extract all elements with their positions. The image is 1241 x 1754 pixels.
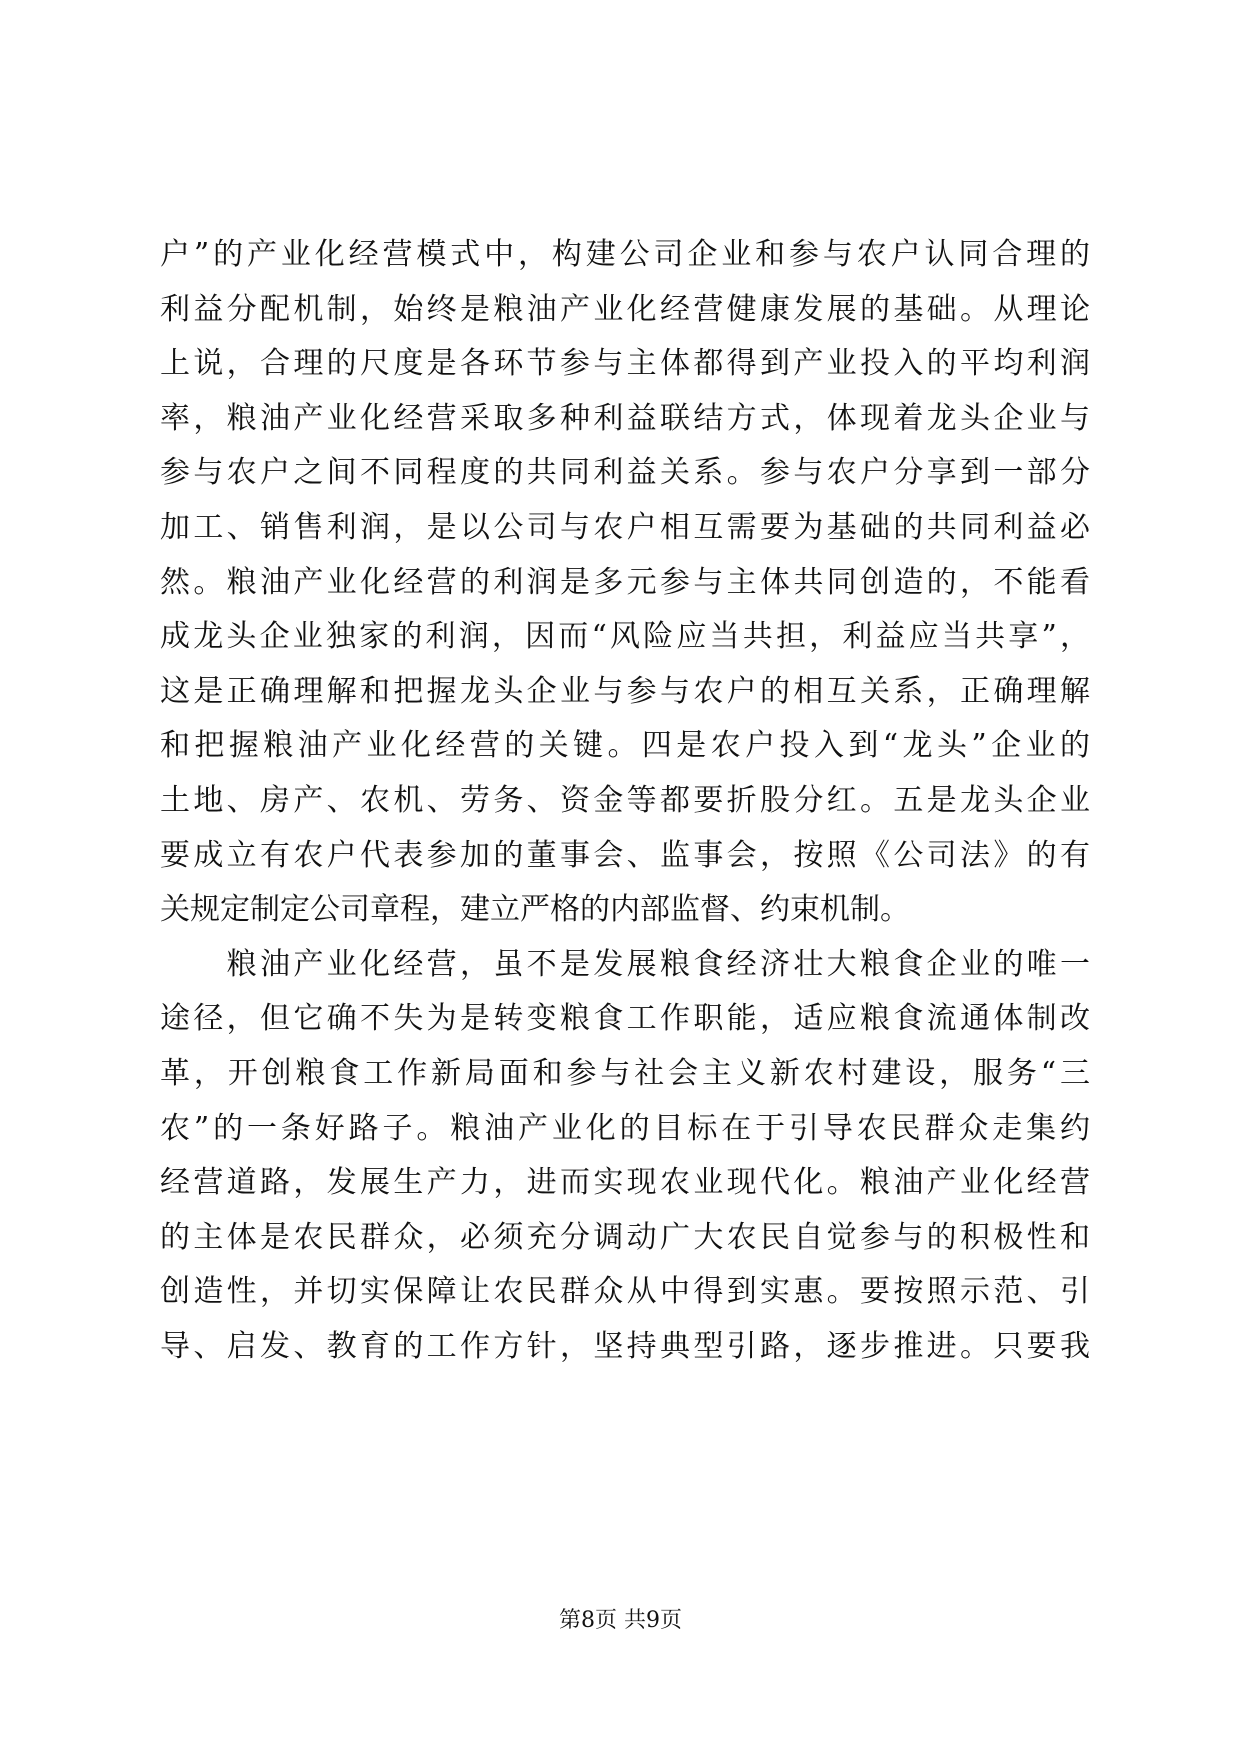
text-line: 然。粮油产业化经营的利润是多元参与主体共同创造的，不能看 [160, 564, 1090, 600]
text-line: 的主体是农民群众，必须充分调动广大农民自觉参与的积极性和 [160, 1219, 1090, 1255]
text-line: 农”的一条好路子。粮油产业化的目标在于引导农民群众走集约 [160, 1110, 1090, 1146]
text-line: 和把握粮油产业化经营的关键。四是农户投入到“龙头”企业的 [160, 728, 1090, 764]
text-line: 率，粮油产业化经营采取多种利益联结方式，体现着龙头企业与 [160, 400, 1090, 436]
text-line: 经营道路，发展生产力，进而实现农业现代化。粮油产业化经营 [160, 1165, 1090, 1201]
text-line: 导、启发、教育的工作方针，坚持典型引路，逐步推进。只要我 [160, 1328, 1090, 1364]
text-line: 这是正确理解和把握龙头企业与参与农户的相互关系，正确理解 [160, 673, 1090, 709]
text-line: 加工、销售利润，是以公司与农户相互需要为基础的共同利益必 [160, 509, 1090, 545]
text-line: 关规定制定公司章程，建立严格的内部监督、约束机制。 [160, 892, 910, 928]
text-line: 创造性，并切实保障让农民群众从中得到实惠。要按照示范、引 [160, 1274, 1090, 1310]
text-line: 成龙头企业独家的利润，因而“风险应当共担，利益应当共享”， [160, 619, 1090, 655]
body-text [160, 228, 1090, 1374]
text-line: 参与农户之间不同程度的共同利益关系。参与农户分享到一部分 [160, 455, 1090, 491]
text-line: 途径，但它确不失为是转变粮食工作职能，适应粮食流通体制改 [160, 1001, 1090, 1037]
text-line: 利益分配机制，始终是粮油产业化经营健康发展的基础。从理论 [160, 291, 1090, 327]
text-line: 粮油产业化经营，虽不是发展粮食经济壮大粮食企业的唯一 [160, 946, 1090, 982]
text-line: 要成立有农户代表参加的董事会、监事会，按照《公司法》的有 [160, 837, 1090, 873]
text-line: 土地、房产、农机、劳务、资金等都要折股分红。五是龙头企业 [160, 782, 1090, 818]
text-line: 上说，合理的尺度是各环节参与主体都得到产业投入的平均利润 [160, 346, 1090, 382]
page-number-footer: 第8页 共9页 [559, 1608, 682, 1633]
text-line: 革，开创粮食工作新局面和参与社会主义新农村建设，服务“三 [160, 1055, 1090, 1091]
text-line: 户”的产业化经营模式中，构建公司企业和参与农户认同合理的 [160, 237, 1090, 272]
